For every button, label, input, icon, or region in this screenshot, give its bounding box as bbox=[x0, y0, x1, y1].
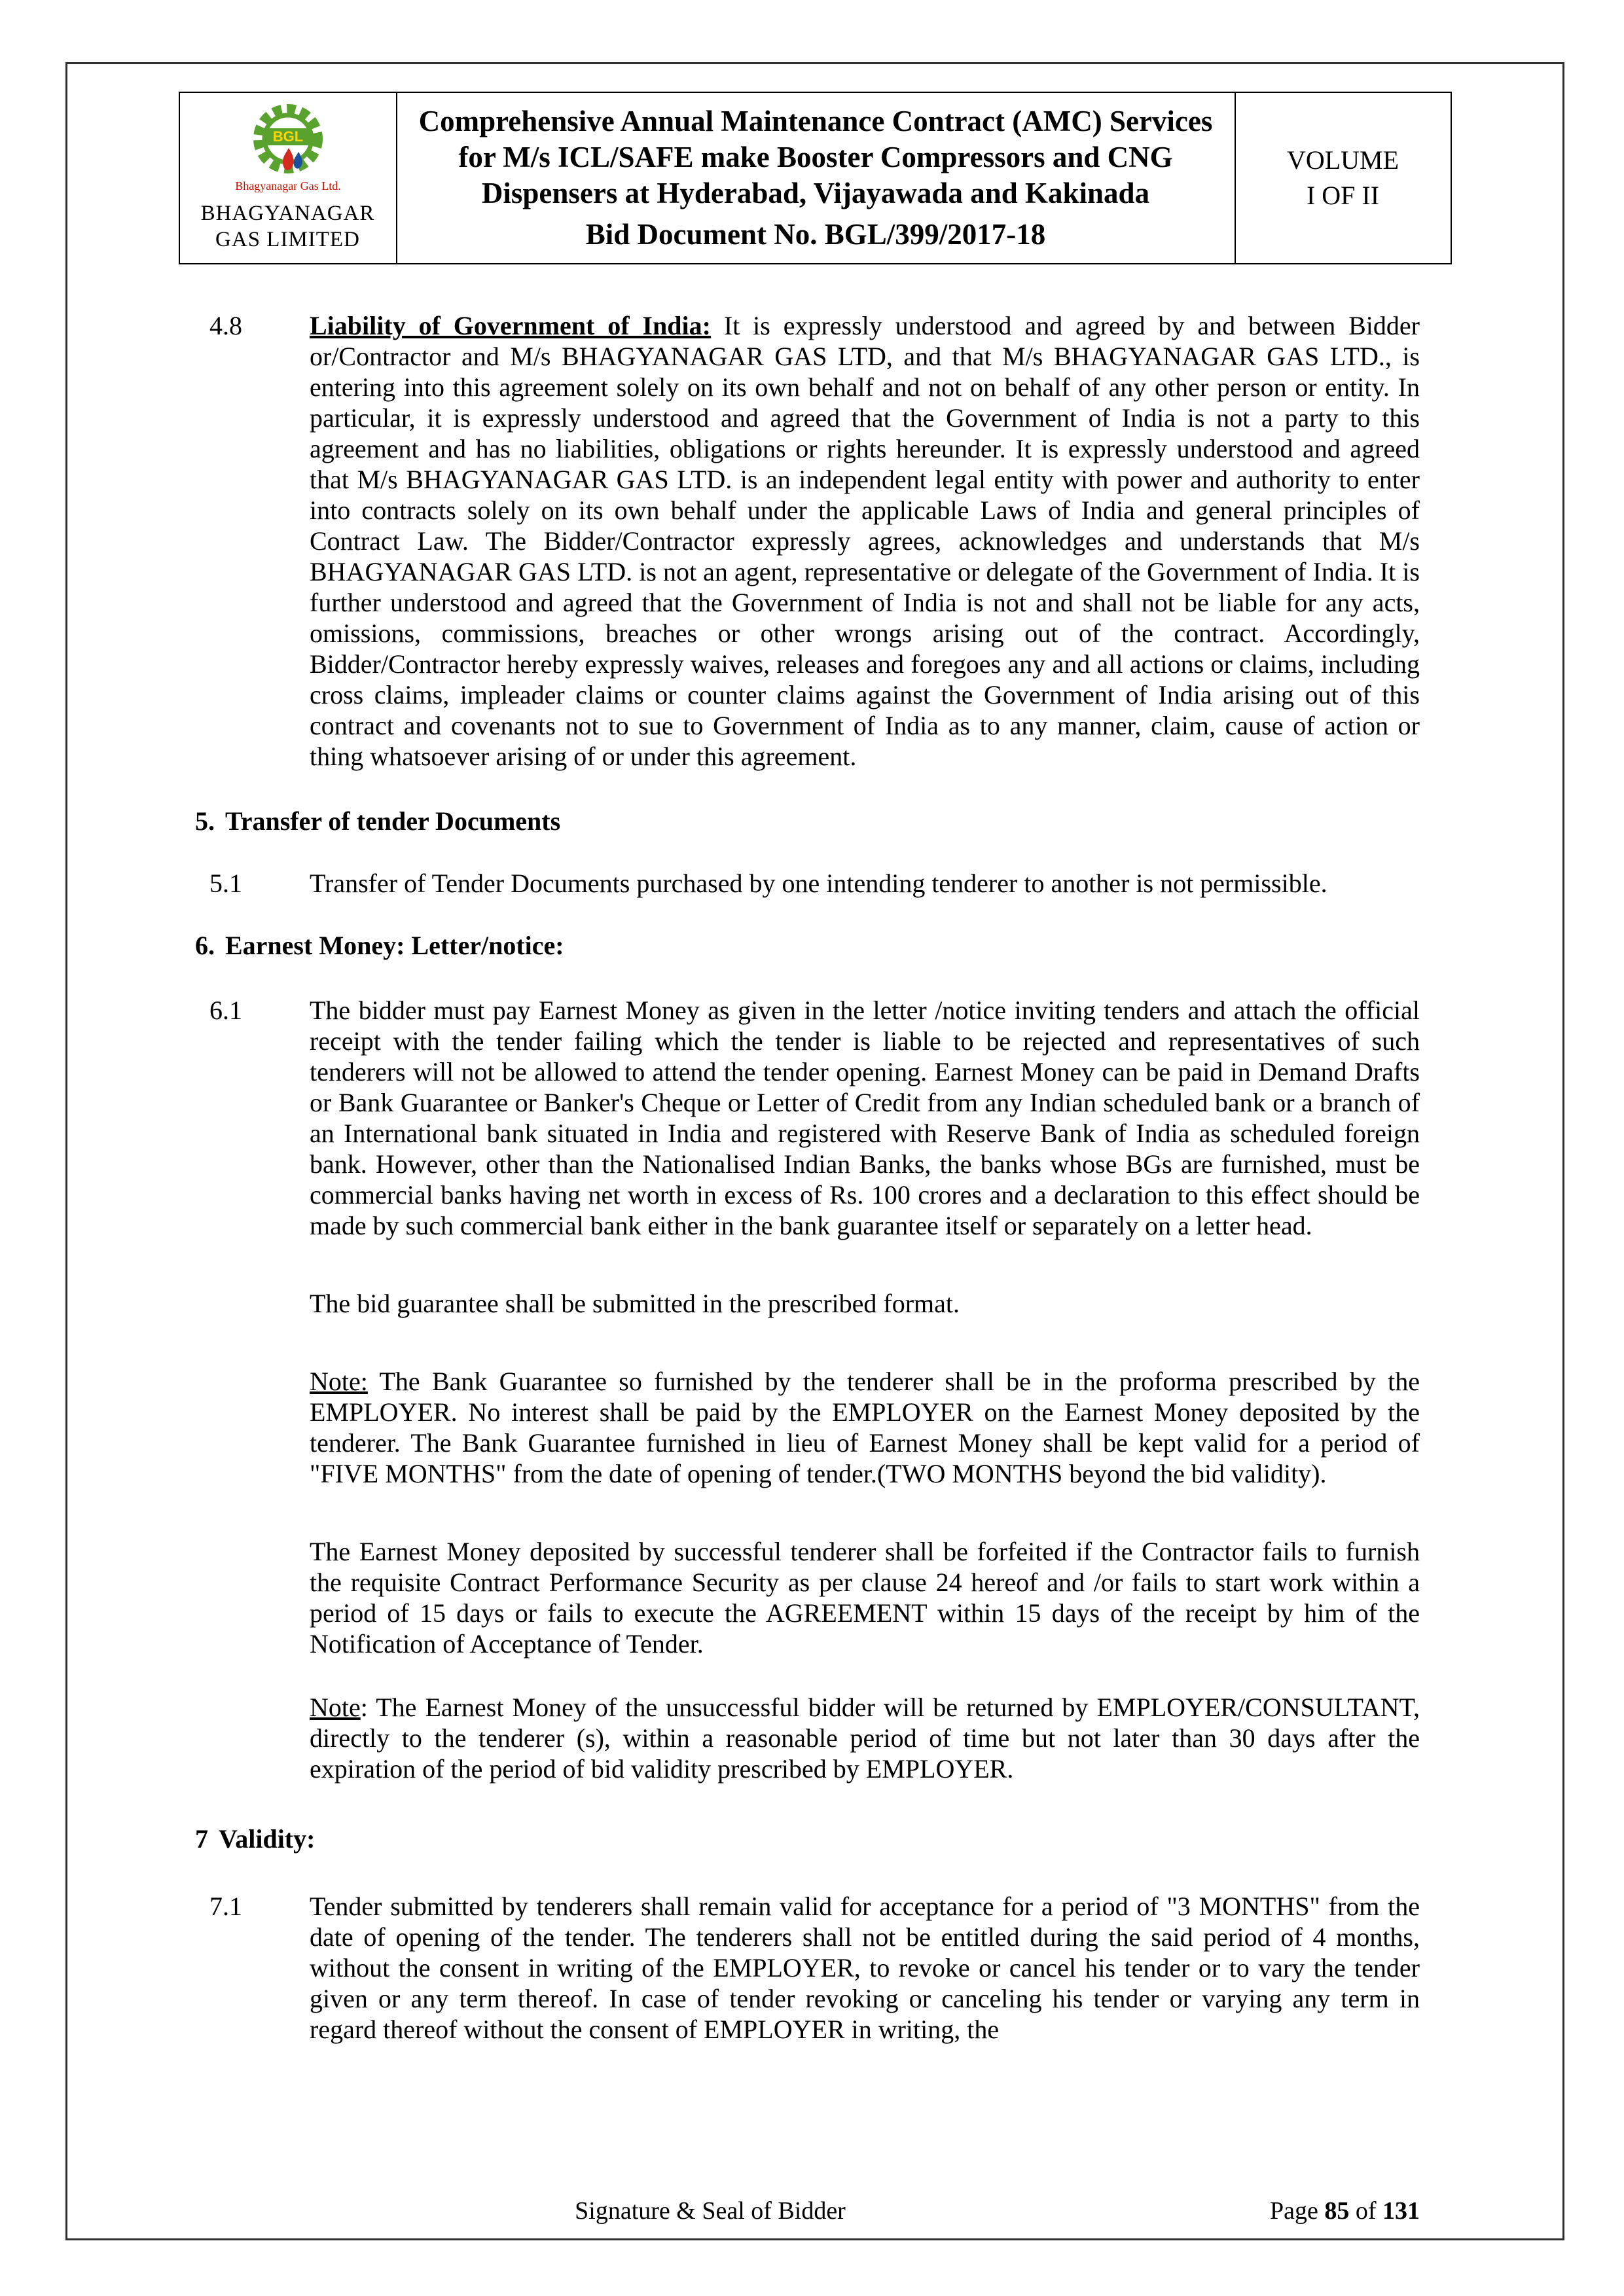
note-paragraph-2 bbox=[310, 1692, 1420, 1784]
clause-7-1 bbox=[195, 1891, 1420, 2045]
current-page-number: 85 bbox=[1324, 2197, 1350, 2225]
volume-label-line1: VOLUME bbox=[1286, 145, 1399, 175]
clause-number: 7.1 bbox=[209, 1892, 242, 1921]
note-2-text: : The Earnest Money of the unsuccessful bidder will be returned by EMPLOYER/CONSULTANT, directly to the tenderer (s), within a reasonable period of time but not later than 30 days after the expiration of the period of bid validity prescribed by EMPLOYER. bbox=[310, 1693, 1420, 1784]
document-body bbox=[67, 264, 1562, 2045]
page-border-frame bbox=[65, 62, 1564, 2240]
clause-number: 4.8 bbox=[209, 311, 242, 340]
signature-seal-label: Signature & Seal of Bidder bbox=[575, 2197, 846, 2225]
section-label: Earnest Money: Letter/notice: bbox=[225, 931, 564, 960]
bid-document-number: Bid Document No. BGL/399/2017-18 bbox=[585, 218, 1046, 251]
clause-number: 6.1 bbox=[209, 996, 242, 1025]
note-1-text: The Bank Guarantee so furnished by the tenderer shall be in the proforma prescribed by the EMPLOYER. No interest shall be paid by the EMPLOYER on the Earnest Money deposited by the tenderer. The Bank Guarantee furnished in lieu of Earnest Money shall be kept valid for a period of "FIVE MONTHS" from the date of opening of tender.(TWO MONTHS beyond the bid validity). bbox=[310, 1367, 1420, 1488]
of-word: of bbox=[1349, 2197, 1382, 2225]
company-name-line1: BHAGYANAGAR bbox=[200, 201, 375, 225]
section-heading-6 bbox=[195, 930, 1420, 961]
page-word: Page bbox=[1269, 2197, 1325, 2225]
page-number-indicator bbox=[1270, 2197, 1420, 2225]
clause-6-1 bbox=[195, 995, 1420, 1241]
note-label: Note bbox=[310, 1693, 361, 1722]
clause-4-8 bbox=[195, 310, 1420, 772]
page-footer bbox=[67, 2197, 1562, 2231]
volume-label-line2: I OF II bbox=[1306, 181, 1380, 210]
note-label: Note: bbox=[310, 1367, 368, 1396]
section-heading-7 bbox=[195, 1823, 1420, 1854]
section-label: Validity: bbox=[219, 1824, 316, 1854]
clause-7-1-text: Tender submitted by tenderers shall remain valid for acceptance for a period of "3 MONTHS" from the date of opening of the tender. The tenderers shall not be entitled during the said period of 4 months, without the consent in writing of the EMPLOYER, to revoke or cancel his tender or to vary the tender given or any term thereof. In case of tender revoking or canceling his tender or varying any term in regard thereof without the consent of EMPLOYER in writing, the bbox=[310, 1892, 1420, 2044]
section-number: 5. bbox=[195, 806, 215, 836]
company-name bbox=[201, 200, 375, 253]
document-title: Comprehensive Annual Maintenance Contract (AMC) Services for M/s ICL/SAFE make Booster Compressors and CNG Dispensers at Hyderabad, Vijayawada and Kakinada bbox=[418, 105, 1213, 209]
note-paragraph-1 bbox=[310, 1366, 1420, 1489]
bid-guarantee-paragraph: The bid guarantee shall be submitted in the prescribed format. bbox=[310, 1289, 960, 1318]
section-number: 7 bbox=[195, 1824, 208, 1854]
logo-cell bbox=[180, 93, 396, 263]
clause-5-1 bbox=[195, 868, 1420, 899]
logo-tagline: Bhagyanagar Gas Ltd. bbox=[234, 179, 341, 192]
section-heading-5 bbox=[195, 806, 1420, 836]
clause-6-1-text: The bidder must pay Earnest Money as given in the letter /notice inviting tenders and attach the official receipt with the tender failing which the tender is liable to be rejected and representatives of such tenderers will not be allowed to attend the tender opening. Earnest Money can be paid in Demand Drafts or Bank Guarantee or Banker's Cheque or Letter of Credit from any Indian scheduled bank or a branch of an International bank situated in India and registered with Reserve Bank of India as scheduled foreign bank. However, other than the Nationalised Indian Banks, the banks whose BGs are furnished, must be commercial banks having net worth in excess of Rs. 100 crores and a declaration to this effect should be made by such commercial bank either in the bank guarantee itself or separately on a letter head. bbox=[310, 996, 1420, 1240]
section-label: Transfer of tender Documents bbox=[225, 806, 561, 836]
document-header-table bbox=[179, 92, 1452, 264]
clause-number: 5.1 bbox=[209, 869, 242, 898]
section-number: 6. bbox=[195, 931, 215, 960]
company-logo bbox=[226, 101, 350, 198]
volume-cell bbox=[1235, 93, 1451, 263]
title-cell bbox=[396, 93, 1235, 263]
clause-4-8-text: It is expressly understood and agreed by and between Bidder or/Contractor and M/s BHAGYANAGAR GAS LTD, and that M/s BHAGYANAGAR GAS LTD., is entering into this agreement solely on its own behalf and not on behalf of any other person or entity. In particular, it is expressly understood and agreed that the Government of India is not a party to this agreement and has no liabilities, obligations or rights hereunder. It is expressly understood and agreed that M/s BHAGYANAGAR GAS LTD. is an independent legal entity with power and authority to enter into contracts solely on its own behalf under the applicable Laws of India and general principles of Contract Law. The Bidder/Contractor expressly agrees, acknowledges and understands that M/s BHAGYANAGAR GAS LTD. is not an agent, representative or delegate of the Government of India. It is further understood and agreed that the Government of India is not and shall not be liable for any acts, omissions, commissions, breaches or other wrongs arising out of the contract. Accordingly, Bidder/Contractor hereby expressly waives, releases and foregoes any and all actions or claims, including cross claims, impleader claims or counter claims against the Government of India arising out of this contract and covenants not to sue to Government of India as to any manner, claim, cause of action or thing whatsoever arising of or under this agreement. bbox=[310, 311, 1420, 771]
forfeit-paragraph: The Earnest Money deposited by successful tenderer shall be forfeited if the Contractor fails to furnish the requisite Contract Performance Security as per clause 24 hereof and /or fails to start work within a period of 15 days or fails to execute the AGREEMENT within 15 days of the receipt by him of the Notification of Acceptance of Tender. bbox=[310, 1537, 1420, 1659]
clause-5-1-text: Transfer of Tender Documents purchased by one intending tenderer to another is not permissible. bbox=[310, 869, 1327, 898]
company-name-line2: GAS LIMITED bbox=[215, 228, 360, 251]
logo-acronym: BGL bbox=[272, 128, 303, 145]
total-page-number: 131 bbox=[1382, 2197, 1420, 2225]
clause-4-8-lead: Liability of Government of India: bbox=[310, 311, 711, 340]
